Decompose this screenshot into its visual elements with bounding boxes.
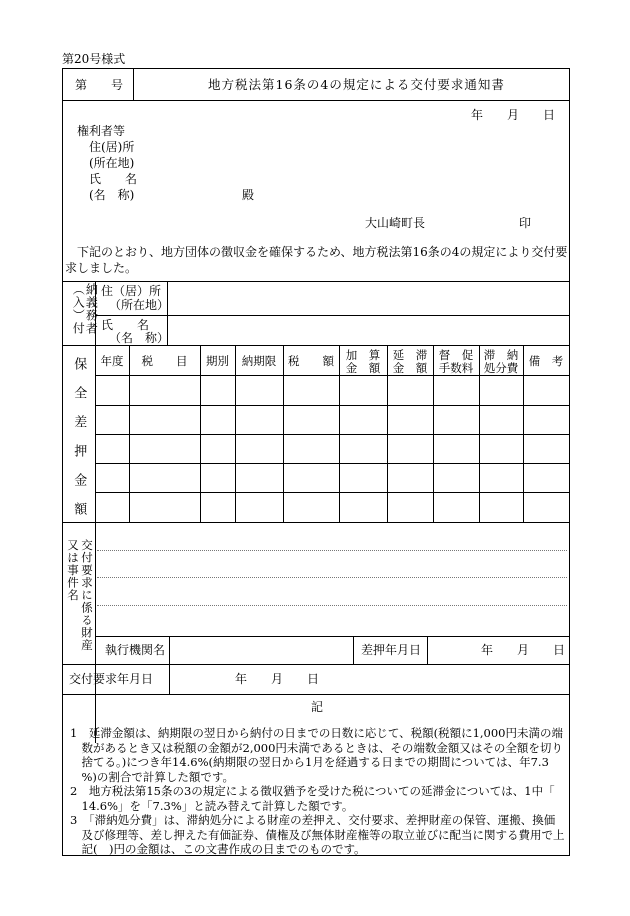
request-date: 年 月 日: [235, 672, 320, 686]
col-year: 年度: [100, 354, 124, 368]
col-surcharge-amount: 金 額: [345, 361, 381, 375]
notes-heading: 記: [311, 700, 324, 714]
col-period: 期別: [206, 354, 229, 368]
honorific: 殿: [242, 188, 255, 202]
col-reminder-fee: 手数料: [438, 361, 474, 375]
issuer-name: 大山崎町長: [365, 216, 426, 230]
col-late-fee-amount: 金 額: [392, 361, 428, 375]
taxpayer-address-label: 住（居）所: [101, 284, 162, 298]
form-number: 第20号様式: [62, 52, 126, 66]
col-late-fee: 延 滞: [392, 348, 428, 362]
addressee-address-sub: (所在地): [89, 156, 135, 170]
note-line: 及び修理等、差し押えた有価証券、債権及び無体財産権等の取立並びに配当に関する費用で上: [70, 827, 565, 842]
amount-section-label: 保全差押金額: [71, 357, 87, 531]
seizure-date-label: 差押年月日: [361, 643, 422, 657]
agency-label: 執行機関名: [105, 643, 166, 657]
form-number-box: 第 号: [75, 78, 124, 92]
col-tax-amount: 税 額: [288, 354, 334, 368]
note-line: 3 「滞納処分費」は、滞納処分による財産の差押え、交付要求、差押財産の保管、運搬、換価: [70, 813, 556, 827]
addressee-name-sub: (名 称): [89, 188, 135, 202]
property-label: 交付要求に係る財産又は事件名: [66, 539, 94, 652]
taxpayer-address-sub: （所在地）: [109, 298, 170, 312]
issue-date: 年 月 日: [471, 108, 556, 122]
col-delinquency: 滞 納: [483, 348, 519, 362]
col-reminder: 督 促: [438, 348, 474, 362]
col-due-date: 納期限: [241, 354, 277, 368]
addressee-name-label: 氏 名: [89, 172, 138, 186]
note-line: 捨てる。)につき年14.6%(納期限の翌日から1月を経過する日までの期間については、年7.3: [70, 755, 549, 769]
col-surcharge: 加 算: [345, 348, 381, 362]
col-tax-item: 税 目: [141, 354, 188, 368]
note-line: 記( )円の金額は、この文書作成の日までのものです。: [70, 842, 366, 856]
intro-line-2: 求しました。: [65, 261, 138, 275]
notes: [70, 726, 570, 857]
addressee-address-label: 住(居)所: [89, 140, 135, 154]
taxpayer-name-sub: （名 称）: [109, 331, 170, 345]
taxpayer-name-label: 氏 名: [101, 318, 150, 332]
taxpayer-label: 納義務者（入）付: [71, 283, 99, 335]
note-line: %)の割合で計算した額です。: [70, 769, 234, 784]
document-title: 地方税法第16条の4の規定による交付要求通知書: [208, 77, 505, 92]
request-date-label: 交付要求年月日: [69, 672, 154, 686]
note-line: 14.6%」を「7.3%」と読み替えて計算した額です。: [70, 798, 354, 813]
col-remarks: 備 考: [528, 354, 564, 368]
intro-line-1: 下記のとおり、地方団体の徴収金を確保するため、地方税法第16条の4の規定により交付要: [77, 245, 568, 259]
note-line: 2 地方税法第15条の3の規定による徴収猶予を受けた税についての延滞金については、1中「: [70, 784, 555, 798]
issuer-seal: 印: [519, 216, 532, 230]
note-line: 数があるとき又は税額の金額が2,000円未満であるときは、その端数金額又はその全額を切り: [70, 740, 563, 755]
seizure-date: 年 月 日: [481, 643, 566, 657]
col-disposition-cost: 処分費: [483, 361, 519, 375]
addressee-label: 権利者等: [77, 124, 126, 138]
note-line: 1 延滞金額は、納期限の翌日から納付の日までの日数に応じて、税額(税額に1,000円未満の端: [70, 726, 563, 740]
